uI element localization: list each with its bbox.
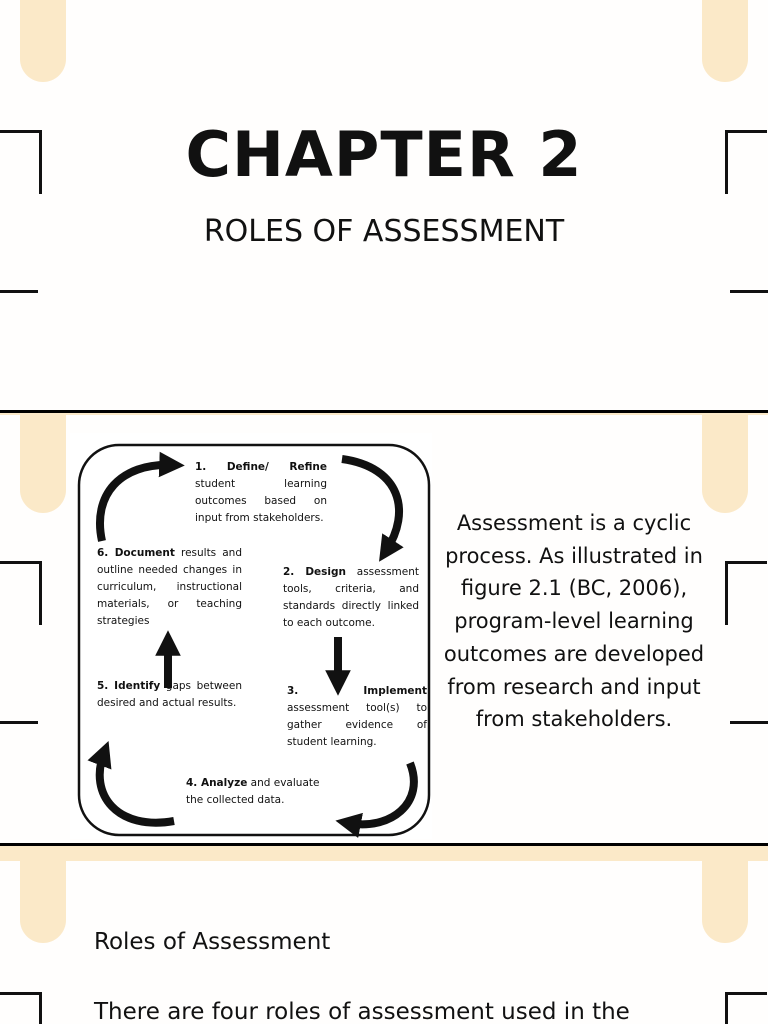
cycle-step-6: 6. Document results and outline needed changes in curriculum, instructional materials, or teaching strategies bbox=[97, 547, 242, 627]
chapter-title: CHAPTER 2 bbox=[185, 118, 583, 191]
cycle-arrow-top-left bbox=[100, 465, 172, 541]
cycle-step-4: 4. Analyze and evaluate the collected data. bbox=[186, 777, 320, 806]
cycle-arrow-top-right bbox=[342, 459, 399, 551]
cycle-step-5: 5. Identify gaps between desired and actual results. bbox=[97, 680, 242, 709]
slide-roles-of-assessment bbox=[0, 861, 768, 1024]
assessment-cycle-figure bbox=[70, 433, 432, 839]
decorative-bracket-right bbox=[725, 561, 767, 625]
section-heading: Roles of Assessment bbox=[94, 929, 331, 955]
section-body-text: There are four roles of assessment used in the bbox=[94, 999, 630, 1024]
cycle-step-3: 3. Implement assessment tool(s) to gather evidence of student learning. bbox=[287, 685, 427, 748]
decorative-tab-right bbox=[702, 0, 748, 82]
accent-band bbox=[0, 846, 768, 861]
cycle-arrow-bottom-right bbox=[348, 763, 414, 824]
decorative-tab-left bbox=[20, 0, 66, 82]
decorative-bracket-left bbox=[0, 561, 42, 625]
decorative-dash-right bbox=[730, 721, 768, 724]
decorative-tab-right bbox=[702, 415, 748, 513]
decorative-bracket-left bbox=[0, 992, 42, 1024]
decorative-tab-right bbox=[702, 861, 748, 943]
decorative-tab-left bbox=[20, 415, 66, 513]
decorative-dash-left bbox=[0, 290, 38, 293]
cycle-step-1: 1. Define/ Refine student learning outcomes based on input from stakeholders. bbox=[195, 461, 327, 524]
decorative-tab-left bbox=[20, 861, 66, 943]
slide-chapter-title bbox=[0, 0, 768, 412]
cycle-step-2: 2. Design assessment tools, criteria, and standards directly linked to each outcome. bbox=[283, 566, 419, 629]
decorative-bracket-right bbox=[725, 992, 767, 1024]
cycle-arrow-bottom-left bbox=[100, 753, 174, 823]
cycle-description: Assessment is a cyclic process. As illustrated in figure 2.1 (BC, 2006), program-level learning outcomes are developed from research and input from stakeholders. bbox=[443, 511, 705, 732]
chapter-subtitle: ROLES OF ASSESSMENT bbox=[203, 214, 565, 249]
decorative-dash-right bbox=[730, 290, 768, 293]
slide-assessment-cycle bbox=[0, 415, 768, 843]
decorative-dash-left bbox=[0, 721, 38, 724]
